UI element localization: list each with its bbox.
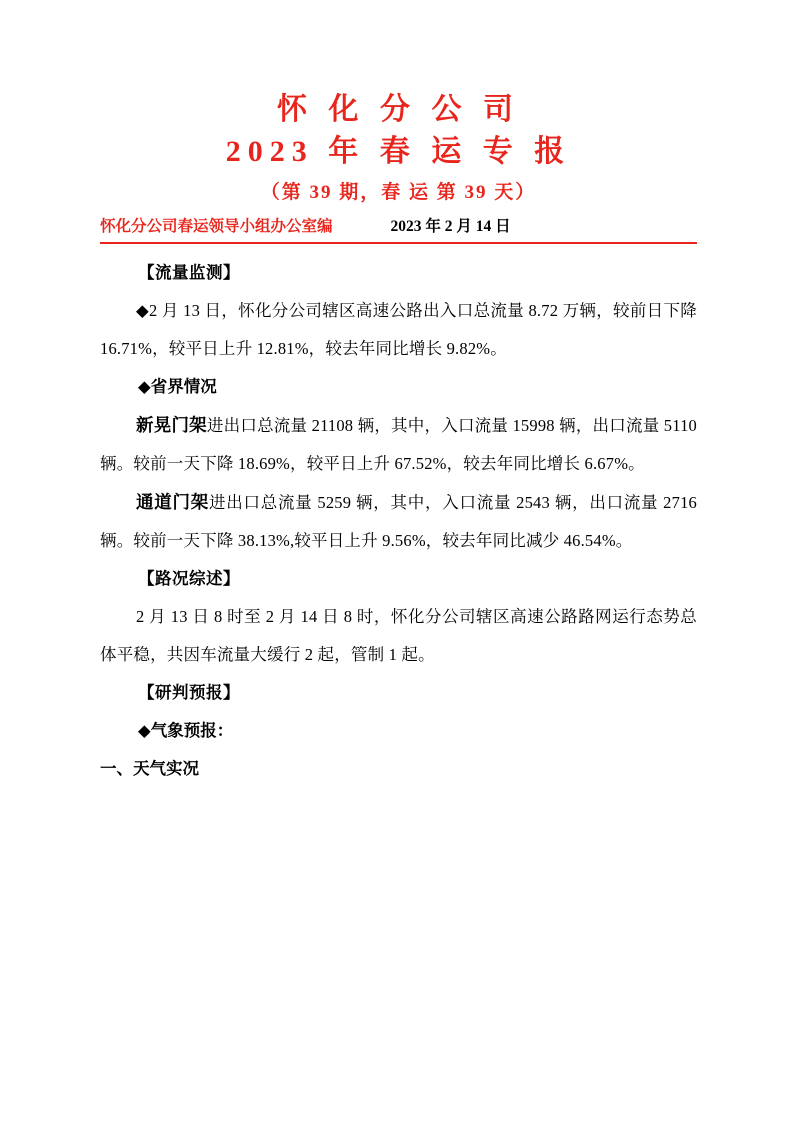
section-heading-road-summary: 【路况综述】 xyxy=(138,569,240,588)
paragraph-road-summary: 2 月 13 日 8 时至 2 月 14 日 8 时，怀化分公司辖区高速公路路网运行态势总体平稳，共因车流量大缓行 2 起，管制 1 起。 xyxy=(100,607,697,664)
gate-label-tongdao: 通道门架 xyxy=(136,492,209,512)
section-heading-province-border: ◆省界情况 xyxy=(138,377,217,396)
list-heading-weather-actual: 一、天气实况 xyxy=(100,759,199,778)
paragraph-gate-xinhuang xyxy=(100,406,697,483)
byline-date: 2023 年 2 月 14 日 xyxy=(390,218,511,235)
paragraph-traffic-monitoring: ◆2 月 13 日，怀化分公司辖区高速公路出入口总流量 8.72 万辆，较前日下降 16.71%，较平日上升 12.81%，较去年同比增长 9.82%。 xyxy=(100,301,697,358)
masthead-title: 2023 年 春 运 专 报 xyxy=(225,135,572,168)
section-heading-traffic-monitoring: 【流量监测】 xyxy=(138,263,240,282)
masthead-issue: （第 39 期，春 运 第 39 天） xyxy=(260,182,537,203)
sub-heading-weather-forecast: ◆气象预报： xyxy=(138,721,234,740)
gate-text-xinhuang: 进出口总流量 21108 辆，其中，入口流量 15998 辆，出口流量 5110 辆。较前一天下降 18.69%，较平日上升 67.52%，较去年同比增长 6.67%。 xyxy=(100,416,697,473)
paragraph-gate-tongdao xyxy=(100,483,697,560)
gate-label-xinhuang: 新晃门架 xyxy=(136,415,207,435)
masthead xyxy=(100,90,697,210)
header-divider xyxy=(100,242,697,244)
byline-editor: 怀化分公司春运领导小组办公室编 xyxy=(100,218,333,235)
gate-text-tongdao: 进出口总流量 5259 辆，其中，入口流量 2543 辆，出口流量 2716 辆。较前一天下降 38.13%,较平日上升 9.56%，较去年同比减少 46.54%。 xyxy=(100,493,697,550)
byline xyxy=(100,216,697,241)
masthead-company: 怀 化 分 公 司 xyxy=(277,93,520,126)
section-heading-forecast: 【研判预报】 xyxy=(138,683,240,702)
